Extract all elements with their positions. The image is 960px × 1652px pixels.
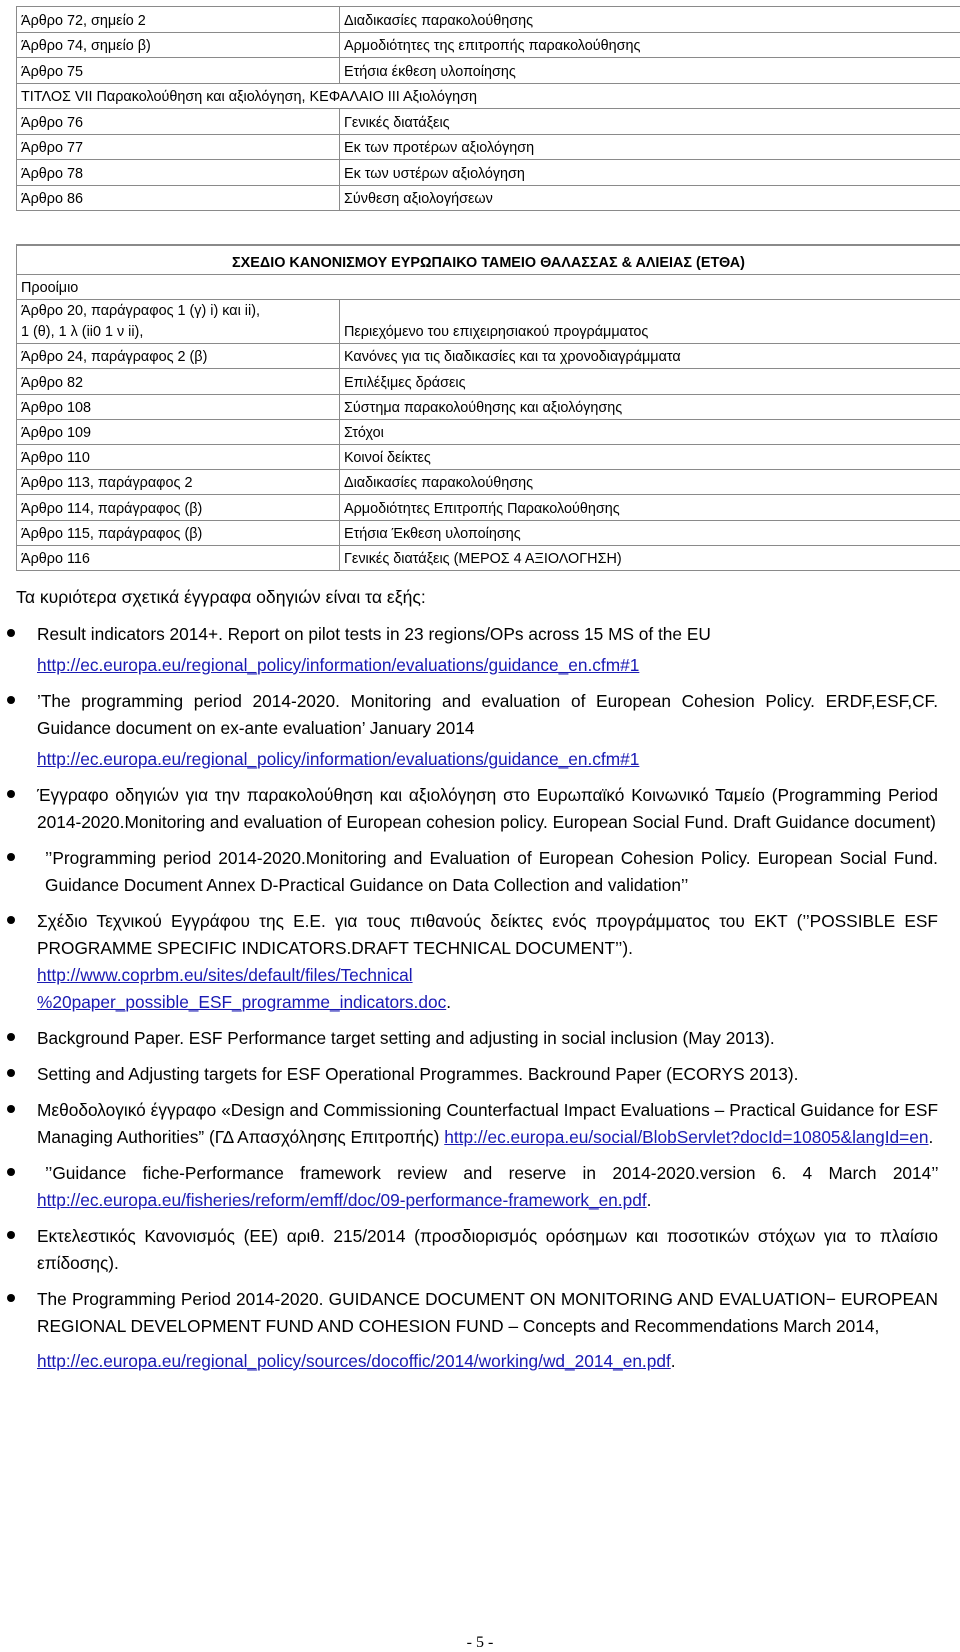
article-cell: Άρθρο 109 [17, 419, 340, 444]
list-item [16, 1160, 938, 1214]
topic-cell: Αρμοδιότητες της επιτροπής παρακολούθησης [340, 32, 960, 58]
topic-cell: Αρμοδιότητες Επιτροπής Παρακολούθησης [340, 495, 960, 520]
table-row [17, 394, 960, 419]
bullet-icon [7, 1105, 15, 1113]
ref-text: Έγγραφο οδηγιών για την παρακολούθηση και αξιολόγηση στο Ευρωπαϊκό Κοινωνικό Ταμείο (Programming Period 2014-2020.Monitoring and evaluation of European cohesion policy. European Social Fund. Draft Guidance document) [37, 784, 938, 832]
page-number: - 5 - [466, 1634, 494, 1651]
ref-link[interactable]: http://www.coprbm.eu/sites/default/files/Technical [37, 964, 413, 985]
table-row [17, 545, 960, 570]
article-cell-line: Άρθρο 20, παράγραφος 1 (γ) i) και ii), [21, 303, 260, 320]
topic-cell: Εκ των υστέρων αξιολόγηση [340, 160, 960, 186]
article-cell: Άρθρο 115, παράγραφος (β) [17, 520, 340, 545]
list-item [16, 1061, 938, 1088]
table-row [17, 344, 960, 369]
ref-link-continuation[interactable]: %20paper_possible_ESF_programme_indicators.doc [37, 991, 447, 1012]
bullet-icon [7, 1168, 15, 1176]
list-item [16, 1286, 938, 1375]
bullet-icon [7, 916, 15, 924]
ref-text: Μεθοδολογικό έγγραφο «Design and Commissioning Counterfactual Impact Evaluations – Practical Guidance for ESF Managing Authorities” (ΓΔ Απασχόλησης Επιτροπής) [37, 1099, 938, 1147]
ref-link[interactable]: http://ec.europa.eu/social/BlobServlet?docId=10805&langId=en [444, 1126, 929, 1147]
bullet-icon [7, 696, 15, 704]
table-row [17, 83, 960, 109]
topic-cell: Σύνθεση αξιολογήσεων [340, 185, 960, 211]
table-row [17, 444, 960, 469]
ref-link[interactable]: http://ec.europa.eu/fisheries/reform/emff/doc/09-performance-framework_en.pdf [37, 1189, 647, 1210]
table-row [17, 369, 960, 394]
table-row [17, 419, 960, 444]
article-cell: Άρθρο 82 [17, 369, 340, 394]
article-cell: Άρθρο 113, παράγραφος 2 [17, 470, 340, 495]
topic-cell: Κανόνες για τις διαδικασίες και τα χρονοδιαγράμματα [340, 344, 960, 369]
topic-cell: Ετήσια έκθεση υλοποίησης [340, 58, 960, 84]
ref-link[interactable]: http://ec.europa.eu/regional_policy/sources/docoffic/2014/working/wd_2014_en.pdf [37, 1350, 671, 1371]
table-row [17, 160, 960, 186]
article-cell: Άρθρο 108 [17, 394, 340, 419]
article-cell: Άρθρο 110 [17, 444, 340, 469]
topic-cell: Εκ των προτέρων αξιολόγηση [340, 134, 960, 160]
table-row [17, 32, 960, 58]
ref-text: ’’Programming period 2014-2020.Monitoring and Evaluation of European Cohesion Policy. European Social Fund. Guidance Document Annex D-Practical Guidance on Data Collection and validation’’ [45, 847, 938, 895]
article-cell: Άρθρο 78 [17, 160, 340, 186]
bullet-icon [7, 853, 15, 861]
list-item [16, 621, 938, 679]
document-page [16, 6, 960, 1384]
bullet-icon [7, 790, 15, 798]
guidance-intro: Τα κυριότερα σχετικά έγγραφα οδηγιών είναι τα εξής: [16, 586, 426, 607]
table-row [17, 185, 960, 211]
topic-cell: Περιεχόμενο του επιχειρησιακού προγράμματος [340, 300, 960, 344]
list-item [16, 688, 938, 773]
article-cell [17, 300, 340, 344]
ref-text: Εκτελεστικός Κανονισμός (ΕΕ) αριθ. 215/2014 (προσδιορισμός ορόσημων και ποσοτικών στόχων για το πλαίσιο επίδοσης). [37, 1225, 938, 1273]
list-item [16, 782, 938, 836]
article-cell: Άρθρο 77 [17, 134, 340, 160]
ref-link[interactable]: http://ec.europa.eu/regional_policy/information/evaluations/guidance_en.cfm#1 [37, 748, 640, 769]
list-item [16, 1223, 938, 1277]
ref-text: Result indicators 2014+. Report on pilot tests in 23 regions/OPs across 15 MS of the EU [37, 623, 711, 644]
article-cell: Άρθρο 75 [17, 58, 340, 84]
article-cell: Άρθρο 24, παράγραφος 2 (β) [17, 344, 340, 369]
bullet-icon [7, 629, 15, 637]
table-row [17, 470, 960, 495]
ref-text: ’The programming period 2014-2020. Monitoring and evaluation of European Cohesion Policy. ERDF,ESF,CF. Guidance document on ex-ante evaluation’ January 2014 [37, 690, 938, 738]
article-cell: Άρθρο 116 [17, 545, 340, 570]
article-cell: Άρθρο 72, σημείο 2 [17, 7, 340, 33]
list-item [16, 845, 938, 899]
topic-cell: Ετήσια Έκθεση υλοποίησης [340, 520, 960, 545]
ref-text: ’’Guidance fiche-Performance framework review and reserve in 2014-2020.version 6. 4 March 2014’’ [45, 1162, 938, 1183]
article-cell: Άρθρο 76 [17, 109, 340, 135]
table-row [17, 7, 960, 33]
bullet-icon [7, 1069, 15, 1077]
topic-cell: Επιλέξιμες δράσεις [340, 369, 960, 394]
ref-tail: . [928, 1126, 934, 1147]
topic-cell: Γενικές διατάξεις (ΜΕΡΟΣ 4 ΑΞΙΟΛΟΓΗΣΗ) [340, 545, 960, 570]
topic-cell: Στόχοι [340, 419, 960, 444]
table-row [17, 520, 960, 545]
ref-text: Background Paper. ESF Performance target setting and adjusting in social inclusion (May 2013). [37, 1027, 775, 1048]
ref-tail: . [670, 1350, 676, 1371]
guidance-documents-list [16, 621, 938, 1375]
topic-cell: Σύστημα παρακολούθησης και αξιολόγησης [340, 394, 960, 419]
bullet-icon [7, 1231, 15, 1239]
list-item [16, 1097, 938, 1151]
bullet-icon [7, 1033, 15, 1041]
ref-link[interactable]: http://ec.europa.eu/regional_policy/information/evaluations/guidance_en.cfm#1 [37, 654, 640, 675]
regulation-articles-table [16, 6, 960, 211]
topic-cell: Γενικές διατάξεις [340, 109, 960, 135]
table-row [17, 495, 960, 520]
article-cell: Άρθρο 114, παράγραφος (β) [17, 495, 340, 520]
bullet-icon [7, 1294, 15, 1302]
emff-table-title: ΣΧΕΔΙΟ ΚΑΝΟΝΙΣΜΟΥ ΕΥΡΩΠΑΙΚΟ ΤΑΜΕΙΟ ΘΑΛΑΣΣΑΣ & ΑΛΙΕΙΑΣ (ΕΤΘΑ) [17, 245, 960, 275]
topic-cell: Διαδικασίες παρακολούθησης [340, 470, 960, 495]
table-row [17, 58, 960, 84]
ref-text: Σχέδιο Τεχνικού Εγγράφου της Ε.Ε. για τους πιθανούς δείκτες ενός προγράμματος του ΕΚΤ (’’POSSIBLE ESF PROGRAMME SPECIFIC INDICATORS.DRAFT TECHNICAL DOCUMENT’’). [37, 910, 938, 958]
topic-cell: Διαδικασίες παρακολούθησης [340, 7, 960, 33]
article-cell: Άρθρο 86 [17, 185, 340, 211]
emff-preamble: Προοίμιο [17, 275, 960, 300]
emff-articles-table [16, 244, 960, 571]
ref-tail: . [646, 1189, 652, 1210]
list-item [16, 1025, 938, 1052]
topic-cell: Κοινοί δείκτες [340, 444, 960, 469]
section-heading-cell: ΤΙΤΛΟΣ VII Παρακολούθηση και αξιολόγηση, ΚΕΦΑΛΑΙΟ ΙΙΙ Αξιολόγηση [17, 83, 960, 109]
ref-text: Setting and Adjusting targets for ESF Operational Programmes. Backround Paper (ECORYS 2013). [37, 1063, 799, 1084]
list-item [16, 908, 938, 1016]
table-row [17, 300, 960, 344]
ref-tail: . [446, 991, 452, 1012]
article-cell-line: 1 (θ), 1 λ (ii0 1 ν ii), [21, 324, 144, 341]
table-row [17, 134, 960, 160]
article-cell: Άρθρο 74, σημείο β) [17, 32, 340, 58]
table-row [17, 109, 960, 135]
ref-text: The Programming Period 2014-2020. GUIDANCE DOCUMENT ON MONITORING AND EVALUATION− EUROPEAN REGIONAL DEVELOPMENT FUND AND COHESION FUND – Concepts and Recommendations March 2014, [37, 1288, 938, 1336]
